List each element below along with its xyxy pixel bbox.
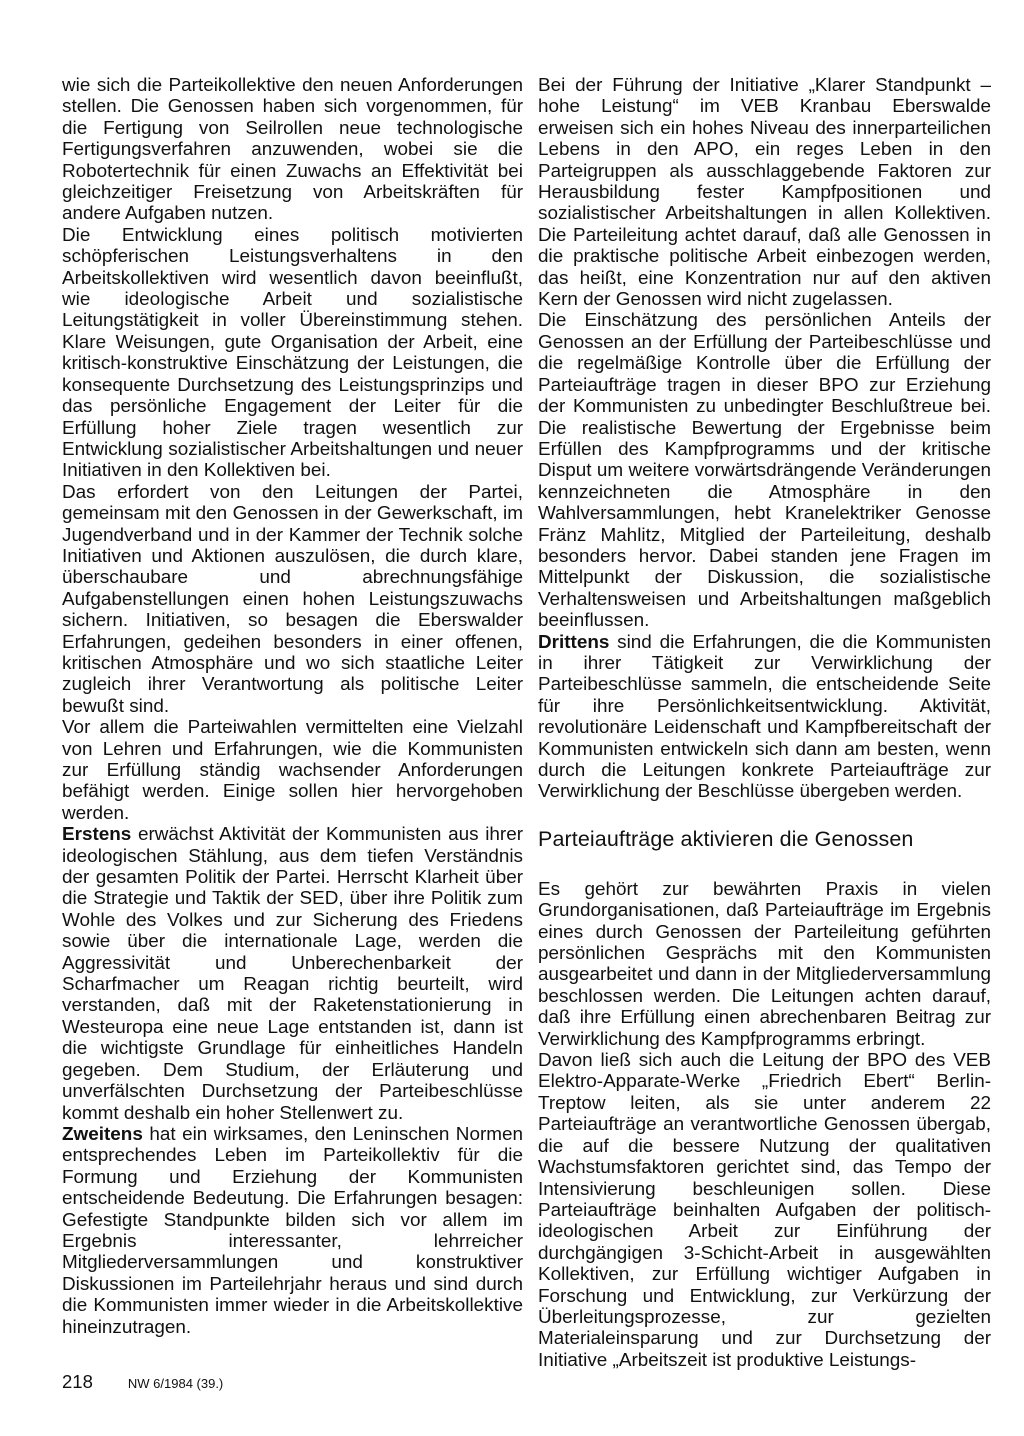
page-footer — [62, 1371, 223, 1395]
paragraph-text: Davon ließ sich auch die Leitung der BPO des VEB Elektro-Apparate-Werke „Friedrich Ebert“ Berlin-Treptow leiten, als sie unter anderem 22 Parteiaufträge an verantwortliche Genossen übergab, die auf die bessere Nutzung der qualitativen Wachstumsfaktoren gerichtet sind, das Tempo der Intensivierung beschleunigen sollen. Diese Parteiaufträge beinhalten Aufgaben der politisch-ideologischen Arbeit zur Einführung der durchgängigen 3-Schicht-Arbeit in ausgewählten Kollektiven, zur Erfüllung wichtiger Aufgaben in Forschung und Entwicklung, zur Verkürzung der Überleitungsprozesse, zur gezielten Materialeinsparung und zur Durchsetzung der Initiative „Arbeitszeit ist produktive Leistungs- — [538, 1050, 991, 1371]
page-number: 218 — [62, 1371, 93, 1392]
paragraph-text: Das erfordert von den Leitungen der Partei, gemeinsam mit den Genossen in der Gewerkschaft, im Jugendverband und in der Kammer der Technik solche Initiativen und Aktionen auszulösen, die durch klare, überschaubare und abrechnungsfähige Aufgabenstellungen einen hohen Leistungszuwachs sichern. Initiativen, so besagen die Eberswalder Erfahrungen, gedeihen besonders in einer offenen, kritischen Atmosphäre und wo sich staatliche Leiter zugleich ihrer Verantwortung als politische Leiter bewußt sind. — [62, 481, 523, 717]
left-paragraph-4 — [62, 717, 523, 824]
paragraph-text: erwächst Aktivität der Kommunisten aus ihrer ideologischen Stählung, aus dem tiefen Verständnis der gesamten Politik der Partei. Herrscht Klarheit über die Strategie und Taktik der SED, über ihre Politik zum Wohle des Volkes und zur Sicherung des Friedens sowie über die internationale Lage, werden die Aggressivität und Unberechenbarkeit der Scharfmacher um Reagan richtig beurteilt, wird verstanden, daß mit der Raketenstationierung in Westeuropa eine neue Lage entstanden ist, dann ist die wichtigste Grundlage für einheitliches Handeln gegeben. Dem Studium, der Erläuterung und unverfälschten Durchsetzung der Parteibeschlüsse kommt deshalb ein hoher Stellenwert zu. — [62, 824, 523, 1124]
left-paragraph-3 — [62, 482, 523, 717]
left-paragraph-2 — [62, 225, 523, 482]
paragraph-text: wie sich die Parteikollektive den neuen Anforderungen stellen. Die Genossen haben sich vorgenommen, für die Fertigung von Seilrollen neue technologische Fertigungsverfahren anzuwenden, wobei sie die Robotertechnik für einen Zuwachs an Effektivität bei gleichzeitiger Freisetzung von Arbeitskräften für andere Aufgaben nutzen. — [62, 75, 523, 225]
section-heading: Parteiaufträge aktivieren die Genossen — [538, 826, 914, 851]
journal-reference: NW 6/1984 (39.) — [127, 1376, 224, 1391]
right-paragraph-1 — [538, 75, 991, 310]
paragraph-text: sind die Erfahrungen, die die Kommunisten in ihrer Tätigkeit zur Verwirklichung der Parteibeschlüsse sammeln, die entscheidende Seite für ihre Persönlichkeitsentwicklung. Aktivität, revolutionäre Leidenschaft und Kampfbereitschaft der Kommunisten entwickeln sich dann am besten, wenn durch die Leitungen konkrete Parteiaufträge zur Verwirklichung der Beschlüsse übergeben werden. — [538, 631, 991, 803]
right-paragraph-4 — [538, 879, 991, 1050]
paragraph-text: Die Entwicklung eines politisch motivierten schöpferischen Leistungsverhaltens in den Arbeitskollektiven wird wesentlich davon beeinflußt, wie ideologische Arbeit und sozialistische Leitungstätigkeit in voller Übereinstimmung stehen. Klare Weisungen, gute Organisation der Arbeit, eine kritisch-konstruktive Einschätzung der Leistungen, die konsequente Durchsetzung des Leistungsprinzips und das persönliche Engagement der Leiter für die Erfüllung hoher Ziele tragen wesentlich zur Entwicklung sozialistischer Arbeitshaltungen und neuer Initiativen in den Kollektiven bei. — [62, 224, 523, 482]
paragraph-lead: Zweitens — [62, 1123, 143, 1145]
right-paragraph-5 — [538, 1050, 991, 1371]
right-paragraph-2 — [538, 310, 991, 631]
paragraph-text: Vor allem die Parteiwahlen vermittelten eine Vielzahl von Lehren und Erfahrungen, wie die Kommunisten zur Erfüllung ständig wachsender Anforderungen befähigt werden. Einige sollen hier hervorgehoben werden. — [62, 717, 523, 824]
paragraph-lead: Drittens — [538, 631, 610, 653]
right-column — [538, 75, 991, 1371]
paragraph-text: hat ein wirksames, den Leninschen Normen entsprechendes Leben im Parteikollektiv für die Formung und Erziehung der Kommunisten entscheidende Bedeutung. Die Erfahrungen besagen: Gefestigte Standpunkte bilden sich vor allem im Ergebnis interessanter, lehrreicher Mitgliederversammlungen und konstruktiver Diskussionen im Parteilehrjahr heraus und sind durch die Kommunisten immer wieder in die Arbeitskollektive hineinzutragen. — [62, 1123, 523, 1338]
paragraph-text: Es gehört zur bewährten Praxis in vielen Grundorganisationen, daß Parteiaufträge im Ergebnis eines durch Genossen der Parteileitung geführten persönlichen Gesprächs mit den Kommunisten ausgearbeitet und dann in der Mitgliederversammlung beschlossen werden. Die Leitungen achten darauf, daß ihre Erfüllung einen abrechenbaren Beitrag zur Verwirklichung des Kampfprogramms erbringt. — [538, 878, 991, 1050]
left-paragraph-6 — [62, 1124, 523, 1338]
paragraph-lead: Erstens — [62, 824, 132, 846]
paragraph-text: Bei der Führung der Initiative „Klarer Standpunkt – hohe Leistung“ im VEB Kranbau Eberswalde erweisen sich ein hohes Niveau des innerparteilichen Lebens in den APO, ein reges Leben in den Parteigruppen als ausschlaggebende Faktoren zur Herausbildung fester Kampfpositionen und sozialistischer Arbeitshaltungen in allen Kollektiven. Die Parteileitung achtet darauf, daß alle Genossen in die praktische politische Arbeit einbezogen werden, das heißt, eine Konzentration nur auf den aktiven Kern der Genossen wird nicht zugelassen. — [538, 75, 991, 311]
right-paragraph-3 — [538, 632, 991, 803]
left-paragraph-1 — [62, 75, 523, 225]
left-paragraph-5 — [62, 824, 523, 1124]
left-column — [62, 75, 523, 1338]
paragraph-text: Die Einschätzung des persönlichen Anteils der Genossen an der Erfüllung der Parteibeschlüsse und die regelmäßige Kontrolle über die Erfüllung der Parteiaufträge tragen in dieser BPO zur Erziehung der Kommunisten zu unbedingter Beschlußtreue bei. Die realistische Bewertung der Ergebnisse beim Erfüllen des Kampfprogramms und der kritische Disput um weitere vorwärtsdrängende Veränderungen kennzeichneten die Atmosphäre in den Wahlversammlungen, hebt Kranelektriker Genosse Fränz Mahlitz, Mitglied der Parteileitung, deshalb besonders hervor. Dabei standen jene Fragen im Mittelpunkt der Diskussion, die sozialistische Verhaltensweisen und Arbeitshaltungen maßgeblich beeinflussen. — [538, 310, 991, 632]
